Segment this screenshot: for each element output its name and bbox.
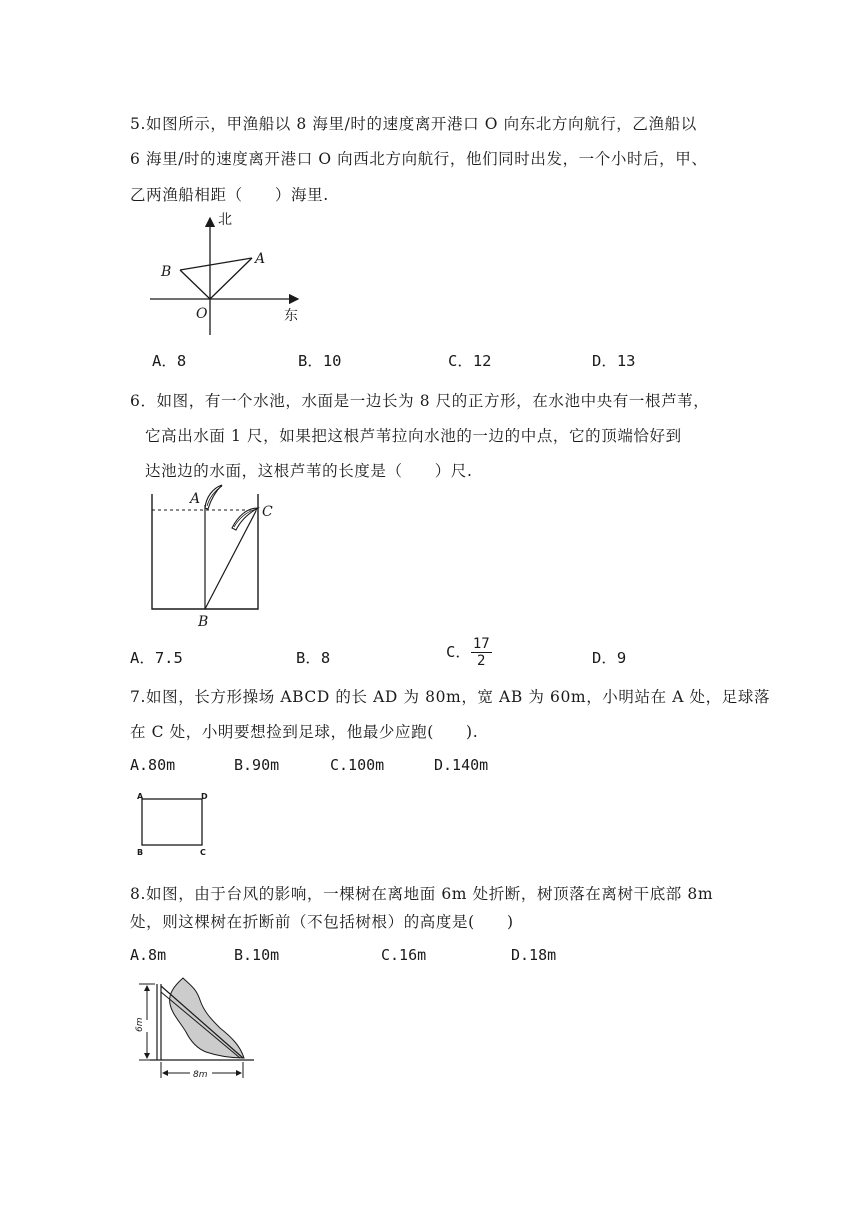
q6-option-c-fraction	[471, 636, 492, 669]
q6-bent-leaf-inner	[234, 509, 257, 527]
q5-AB	[180, 258, 252, 270]
q8-line-2: 处，则这棵树在折断前（不包括树根）的高度是( )	[130, 913, 514, 931]
q7-line-2: 在 C 处，小明要想捡到足球，他最少应跑( ).	[130, 723, 479, 741]
q5-east-label: 东	[284, 308, 298, 324]
q7-field-rect	[142, 799, 202, 845]
q7-line-1: 7.如图，长方形操场 ABCD 的长 AD 为 80m，宽 AB 为 60m，小明站在 A 处，足球落	[130, 688, 771, 706]
fraction-numerator: 17	[472, 636, 490, 652]
q6-pool-walls	[152, 494, 258, 609]
q6-line-3: 达池边的水面，这根芦苇的长度是（ ）尺.	[145, 462, 473, 480]
q6-line-2: 它高出水面 1 尺，如果把这根芦苇拉向水池的一边的中点，它的顶端恰好到	[145, 427, 682, 445]
q8-line-1: 8.如图，由于台风的影响，一棵树在离地面 6m 处折断，树顶落在离树干底部 8m	[130, 885, 714, 903]
q5-OA	[210, 258, 252, 299]
q7-option-d: D.140m	[434, 756, 489, 774]
q7-label-C: C	[200, 848, 206, 857]
q7-option-c: C.100m	[330, 756, 385, 774]
q6-reed-bent	[205, 511, 256, 609]
q5-option-d: D．13	[592, 352, 636, 370]
q6-option-c-label: C．	[446, 643, 471, 661]
q6-option-a: A．7.5	[130, 649, 183, 667]
q5-label-B: B	[161, 264, 172, 280]
q5-line-2: 6 海里/时的速度离开港口 O 向西北方向航行，他们同时出发，一个小时后，甲、	[130, 150, 708, 168]
q8-option-b: B.10m	[234, 946, 280, 964]
q8-option-d: D.18m	[511, 946, 557, 964]
q8-height-label: 6m	[135, 1017, 145, 1032]
q5-option-a: A．8	[152, 352, 187, 370]
q5-label-O: O	[196, 306, 208, 322]
q7-label-D: D	[201, 792, 208, 801]
q7-option-b: B.90m	[234, 756, 280, 774]
q5-option-c: C．12	[448, 352, 492, 370]
q6-label-B: B	[198, 614, 209, 630]
q7-option-a: A.80m	[130, 756, 176, 774]
q8-base-label: 8m	[193, 1070, 208, 1080]
q5-line-1: 5.如图所示，甲渔船以 8 海里/时的速度离开港口 O 向东北方向航行，乙渔船以	[130, 115, 697, 133]
q8-broken-trunk-2	[161, 992, 240, 1058]
q5-line-3: 乙两渔船相距（ ）海里.	[130, 186, 329, 204]
fraction-denominator: 2	[477, 653, 486, 669]
q6-reed-top-leaf-inner	[207, 486, 222, 506]
q8-broken-trunk-1	[161, 986, 243, 1058]
q7-label-A: A	[137, 792, 144, 801]
q6-line-1: 6．如图，有一个水池，水面是一边长为 8 尺的正方形，在水池中央有一根芦苇，	[130, 392, 710, 410]
q7-label-B: B	[137, 848, 144, 857]
q6-bent-leaf	[232, 508, 258, 530]
q6-option-c	[446, 636, 492, 669]
q6-option-d: D．9	[592, 649, 627, 667]
q5-option-b: B．10	[298, 352, 342, 370]
q6-label-A: A	[190, 491, 201, 507]
q8-tree-foliage	[170, 978, 244, 1058]
q5-north-label: 北	[218, 212, 232, 228]
q6-label-C: C	[262, 504, 273, 520]
q5-label-A: A	[255, 251, 266, 267]
q6-option-b: B．8	[296, 649, 331, 667]
q6-reed-top-leaf	[205, 485, 222, 509]
q8-option-a: A.8m	[130, 946, 167, 964]
q5-OB	[180, 270, 210, 299]
q8-option-c: C.16m	[381, 946, 427, 964]
